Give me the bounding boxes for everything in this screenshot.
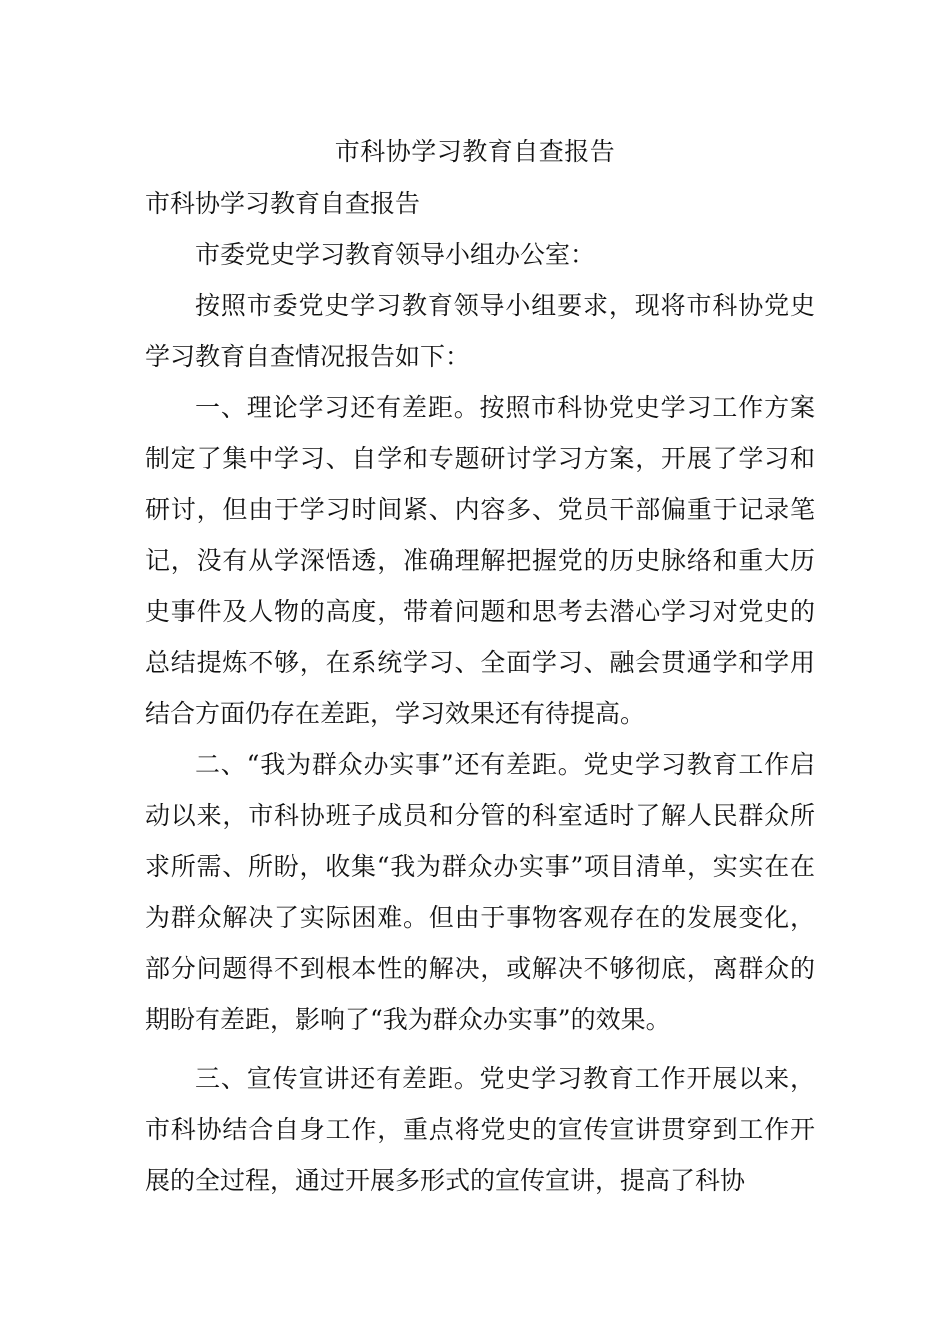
salutation: 市委党史学习教育领导小组办公室： bbox=[195, 240, 596, 269]
paragraph-intro: 按照市委党史学习教育领导小组要求，现将市科协党史学习教育自查情况报告如下： bbox=[145, 291, 815, 371]
paragraph-theory-study: 一、理论学习还有差距。按照市科协党史学习工作方案制定了集中学习、自学和专题研讨学习方案，开展了学习和研讨，但由于学习时间紧、内容多、党员干部偏重于记录笔记，没有从学深悟透，准确理解把握党的历史脉络和重大历史事件及人物的高度，带着问题和思考去潜心学习对党史的总结提炼不够，在系统学习、全面学习、融会贯通学和学用结合方面仍存在差距，学习效果还有待提高。 bbox=[145, 393, 815, 728]
paragraph-practical-service: 二、“我为群众办实事”还有差距。党史学习教育工作启动以来，市科协班子成员和分管的科室适时了解人民群众所求所需、所盼，收集“我为群众办实事”项目清单，实实在在为群众解决了实际困难。但由于事物客观存在的发展变化，部分问题得不到根本性的解决，或解决不够彻底，离群众的期盼有差距，影响了“我为群众办实事”的效果。 bbox=[145, 750, 815, 1034]
paragraph-publicity: 三、宣传宣讲还有差距。党史学习教育工作开展以来，市科协结合自身工作，重点将党史的宣传宣讲贯穿到工作开展的全过程，通过开展多形式的宣传宣讲，提高了科协 bbox=[145, 1064, 815, 1195]
document-body bbox=[145, 178, 815, 1206]
document-subtitle: 市科协学习教育自查报告 bbox=[145, 189, 421, 218]
document-title: 市科协学习教育自查报告 bbox=[334, 137, 616, 166]
